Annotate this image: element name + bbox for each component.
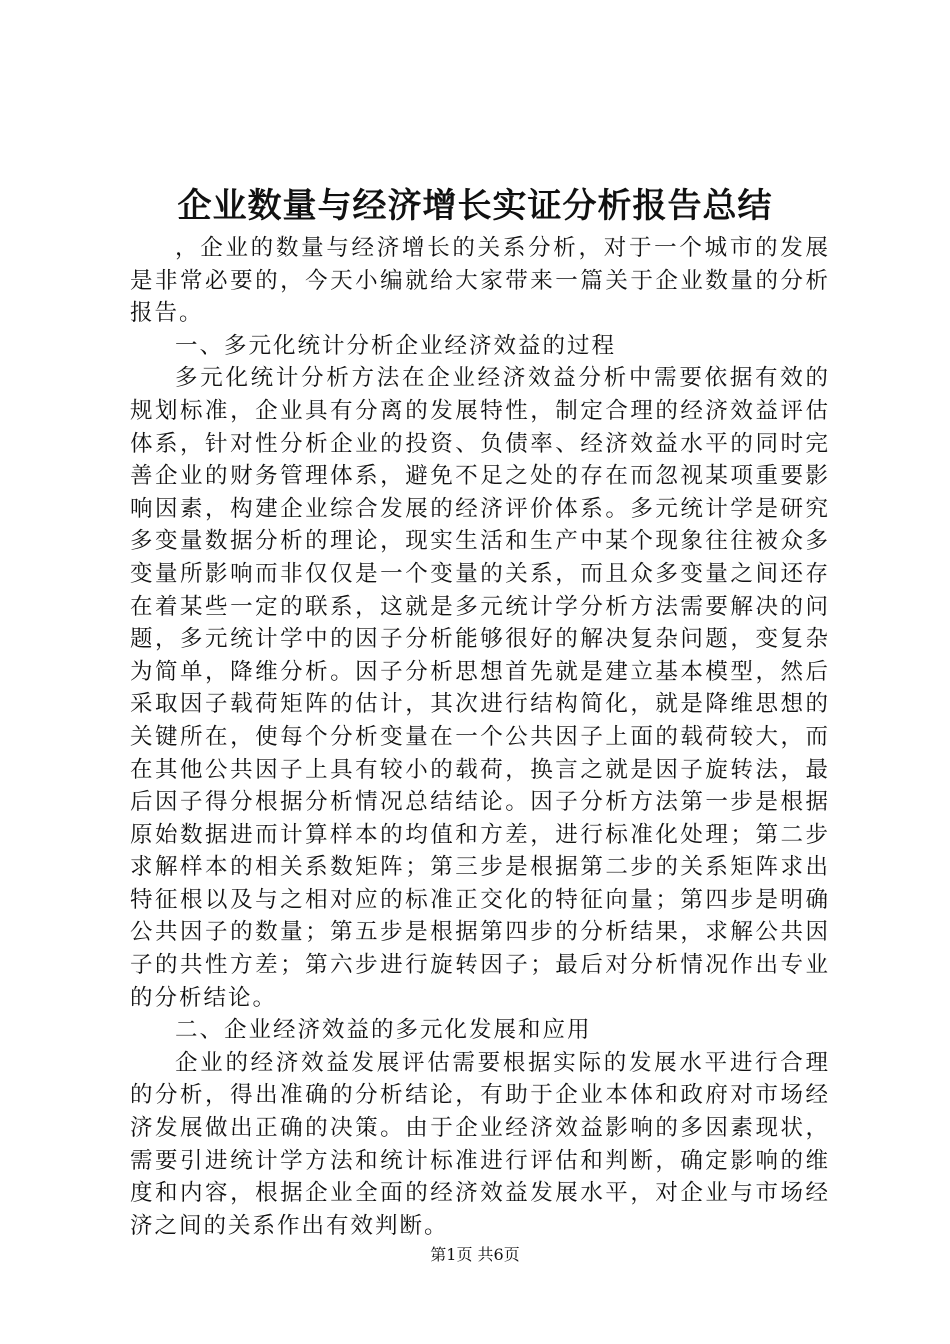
page-footer: 第1页 共6页 <box>430 1245 520 1264</box>
section-heading-2: 二、企业经济效益的多元化发展和应用 <box>175 1017 592 1044</box>
section-heading-1: 一、多元化统计分析企业经济效益的过程 <box>175 332 617 359</box>
section-2-paragraph: 企业的经济效益发展评估需要根据实际的发展水平进行合理的分析，得出准确的分析结论，有助于企业本体和政府对市场经济发展做出正确的决策。由于企业经济效益影响的多因素现状，需要引进统计学方法和统计标准进行评估和判断，确定影响的维度和内容，根据企业全面的经济效益发展水平，对企业与市场经济之间的关系作出有效判断。 <box>130 1049 830 1239</box>
document-body <box>130 232 830 1242</box>
section-1-paragraph: 多元化统计分析方法在企业经济效益分析中需要依据有效的规划标准，企业具有分离的发展特性，制定合理的经济效益评估体系，针对性分析企业的投资、负债率、经济效益水平的同时完善企业的财务管理体系，避免不足之处的存在而忽视某项重要影响因素，构建企业综合发展的经济评价体系。多元统计学是研究多变量数据分析的理论，现实生活和生产中某个现象往往被众多变量所影响而非仅仅是一个变量的关系，而且众多变量之间还存在着某些一定的联系，这就是多元统计学分析方法需要解决的问题，多元统计学中的因子分析能够很好的解决复杂问题，变复杂为简单，降维分析。因子分析思想首先就是建立基本模型，然后采取因子载荷矩阵的估计，其次进行结构简化，就是降维思想的关键所在，使每个分析变量在一个公共因子上面的载荷较大，而在其他公共因子上具有较小的载荷，换言之就是因子旋转法，最后因子得分根据分析情况总结结论。因子分析方法第一步是根据原始数据进而计算样本的均值和方差，进行标准化处理；第二步求解样本的相关系数矩阵；第三步是根据第二步的关系矩阵求出特征根以及与之相对应的标准正交化的特征向量；第四步是明确公共因子的数量；第五步是根据第四步的分析结果，求解公共因子的共性方差；第六步进行旋转因子；最后对分析情况作出专业的分析结论。 <box>130 365 830 1011</box>
intro-paragraph: ，企业的数量与经济增长的关系分析，对于一个城市的发展是非常必要的，今天小编就给大家带来一篇关于企业数量的分析报告。 <box>130 235 830 327</box>
document-title: 企业数量与经济增长实证分析报告总结 <box>177 186 773 226</box>
